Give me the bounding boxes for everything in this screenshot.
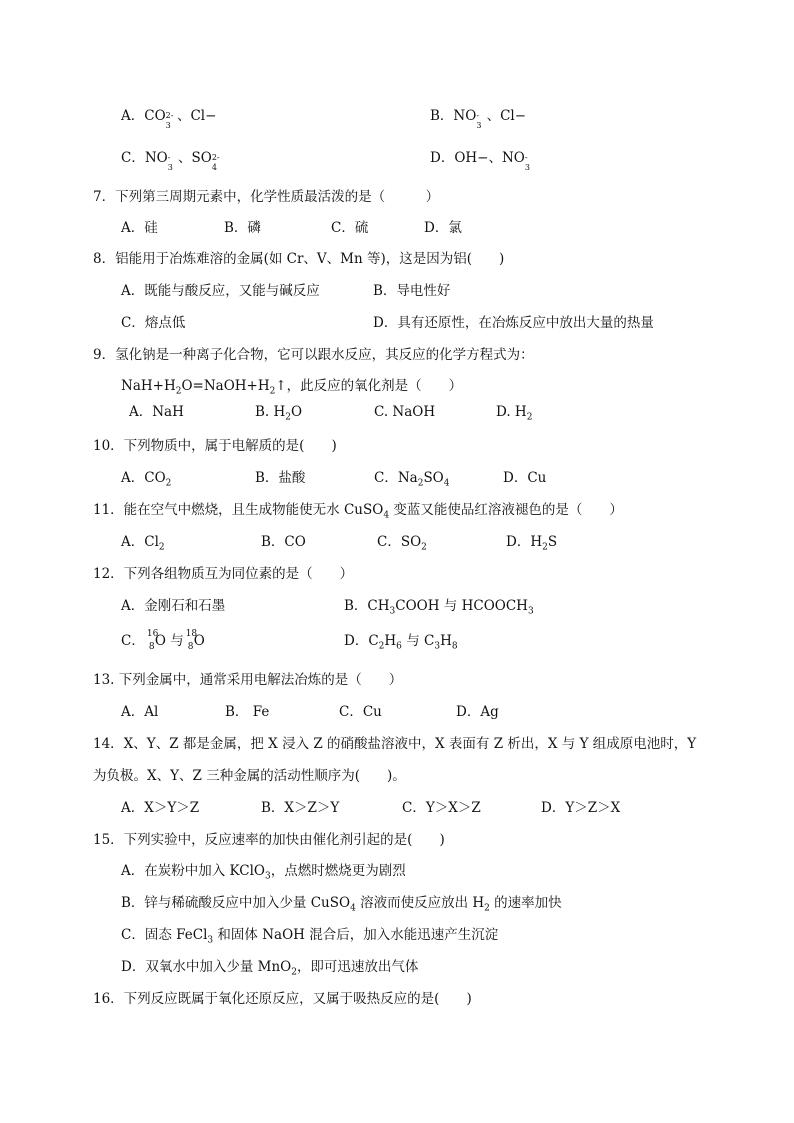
q7-option-d: D．氯 [424, 220, 462, 236]
q8-option-b: B．导电性好 [373, 283, 451, 299]
q12-option-b: B．$CH_3COOH$ 与 $HCOOCH_3$ [344, 598, 534, 617]
q7-stem: 7．下列第三周期元素中，化学性质最活泼的是（ ） [93, 189, 440, 205]
q14-option-d: D．Y＞Z＞X [541, 800, 621, 816]
q16-stem: 16．下列反应既属于氧化还原反应，又属于吸热反应的是( ) [93, 991, 472, 1007]
q9-option-c: C. NaOH [374, 404, 436, 420]
q9-stem: 9．氢化钠是一种离子化合物，它可以跟水反应，其反应的化学方程式为： [93, 347, 534, 363]
q6-option-b: B．NO - 3 、Cl− [430, 108, 527, 130]
q8-option-a: A．既能与酸反应，又能与碱反应 [121, 283, 320, 299]
q7-option-c: C．硫 [331, 220, 369, 236]
q13-option-d: D．Ag [456, 704, 499, 720]
q10-option-b: B．盐酸 [255, 470, 306, 486]
q13-option-c: C．Cu [339, 704, 382, 720]
q10-option-a: A．$CO_2$ [121, 470, 172, 489]
q11-option-b: B．CO [261, 534, 306, 550]
q13-option-a: A．Al [121, 704, 159, 720]
q13-option-b: B． Fe [225, 704, 270, 720]
q6-option-d: D．OH−、NO - 3 [430, 150, 530, 172]
q9-option-a: A．NaH [129, 404, 184, 420]
q12-stem: 12．下列各组物质互为同位素的是（ ） [93, 566, 354, 582]
q15-option-b: B．锌与稀硫酸反应中加入少量 CuSO$_4$ 溶液而使反应放出 $H_2$ 的速率加快 [121, 895, 562, 914]
q14-option-b: B．X＞Z＞Y [261, 800, 340, 816]
q12-option-d: D．$C_2H_6$ 与 $C_3H_8$ [344, 633, 458, 652]
q12-option-a: A．金刚石和石墨 [121, 598, 226, 614]
q6-option-a: A．CO 2- 3 、Cl− [121, 108, 217, 130]
q10-option-c: C．$Na_2SO_4$ [374, 470, 450, 489]
q11-option-d: D．$H_2S$ [506, 534, 558, 553]
q14-stem-line2: 为负极。X、Y、Z 三种金属的活动性顺序为( )。 [93, 768, 406, 784]
q8-option-c: C．熔点低 [121, 315, 186, 331]
q11-stem: 11．能在空气中燃烧，且生成物能使无水 CuSO$_4$ 变蓝又能使品红溶液褪色的是（ ） [93, 502, 623, 521]
q14-stem-line1: 14．X、Y、Z 都是金属，把 X 浸入 Z 的硝酸盐溶液中，X 表面有 Z 析出，X 与 Y 组成原电池时，Y [93, 736, 697, 752]
q8-option-d: D．具有还原性，在冶炼反应中放出大量的热量 [373, 315, 654, 331]
q11-option-c: C．$SO_2$ [377, 534, 427, 553]
q13-stem: 13. 下列金属中，通常采用电解法冶炼的是（ ） [93, 672, 403, 688]
q15-option-d: D．双氧水中加入少量 MnO$_2$，即可迅速放出气体 [121, 959, 419, 978]
q14-option-c: C．Y＞X＞Z [402, 800, 481, 816]
q7-option-a: A．硅 [121, 220, 158, 236]
q12-option-c: C． 16 8 O 与 18 8 O [121, 628, 205, 652]
q8-stem: 8．铝能用于冶炼难溶的金属(如 Cr、V、Mn 等)，这是因为铝( ) [93, 251, 505, 267]
q9-equation: $NaH+H_2O=NaOH+H_2↑$，此反应的氧化剂是（ ） [121, 378, 463, 397]
q10-stem: 10．下列物质中，属于电解质的是( ) [93, 438, 337, 454]
q15-stem: 15．下列实验中，反应速率的加快由催化剂引起的是( ) [93, 832, 445, 848]
q14-option-a: A．X＞Y＞Z [121, 800, 200, 816]
q6-option-c: C．NO - 3 、SO 2- 4 [121, 150, 220, 172]
q11-option-a: A．$Cl_2$ [121, 534, 165, 553]
q15-option-c: C．固态 FeCl$_3$ 和固体 NaOH 混合后，加入水能迅速产生沉淀 [121, 927, 499, 946]
q9-option-d: D. $H_2$ [496, 404, 533, 423]
q15-option-a: A．在炭粉中加入 KClO$_3$，点燃时燃烧更为剧烈 [121, 863, 406, 882]
q9-option-b: B. $H_2O$ [255, 404, 303, 423]
q10-option-d: D．Cu [503, 470, 547, 486]
q7-option-b: B．磷 [224, 220, 261, 236]
